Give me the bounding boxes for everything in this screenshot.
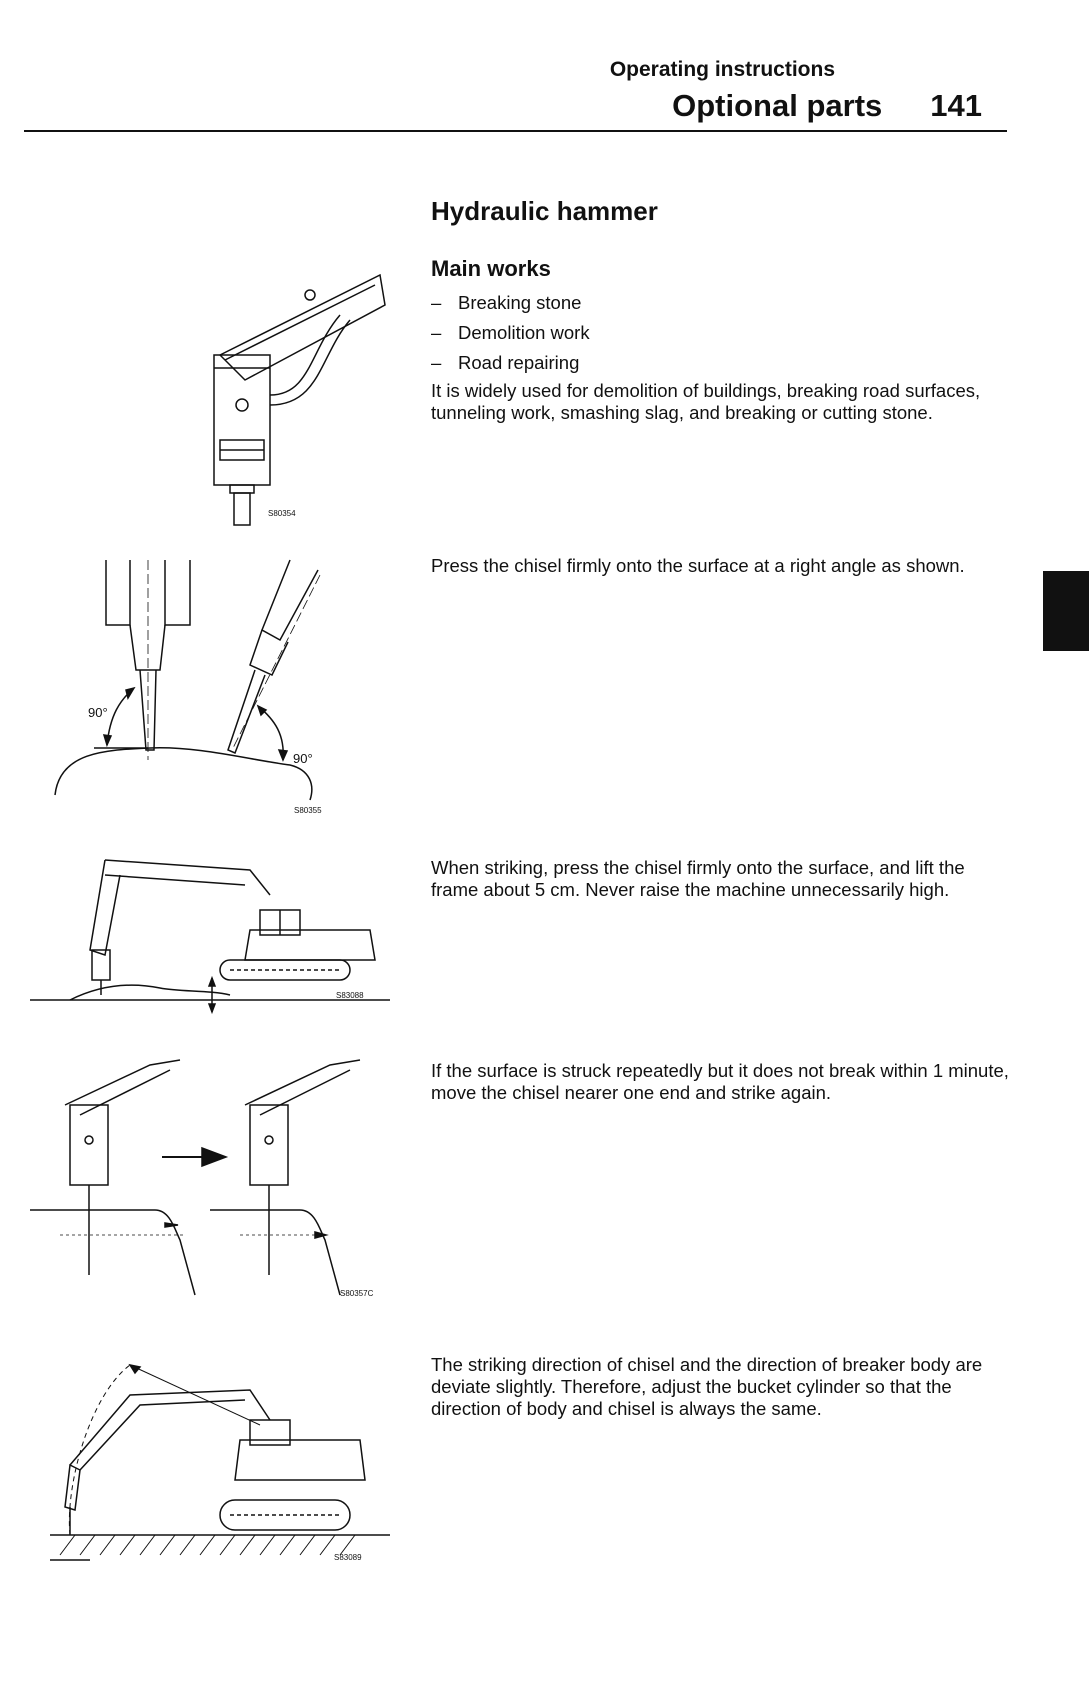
direction-instruction: The striking direction of chisel and the direction of breaker body are deviate slightly. Therefore, adjust the bucket cylinder so that the direction of body and chisel is always the same. — [431, 1354, 983, 1419]
move-chisel-figure — [30, 1040, 400, 1300]
angle-label: 90° — [88, 705, 108, 720]
list-item: – Demolition work — [431, 318, 1011, 348]
subheading-main-works: Main works — [431, 256, 551, 281]
thumb-index-tab — [1043, 571, 1089, 651]
list-item: – Road repairing — [431, 348, 1011, 378]
figure-code: S80357C — [340, 1289, 374, 1298]
page-title: Optional parts — [672, 88, 883, 123]
figure-code: S83089 — [334, 1553, 362, 1562]
hammer-figure — [200, 255, 420, 525]
page-number: 141 — [930, 88, 982, 123]
figure-code: S80355 — [294, 806, 322, 815]
excavator-striking-figure — [30, 850, 400, 1020]
move-instruction: If the surface is struck repeatedly but it does not break within 1 minute, move the chisel nearer one end and strike again. — [431, 1060, 1009, 1103]
direction-alignment-figure — [30, 1335, 400, 1565]
usage-paragraph: It is widely used for demolition of buildings, breaking road surfaces, tunneling work, smashing slag, and breaking or cutting stone. — [431, 380, 981, 423]
figure-code: S83088 — [336, 991, 364, 1000]
works-list — [431, 288, 1011, 378]
strike-instruction: When striking, press the chisel firmly onto the surface, and lift the frame about 5 cm. Never raise the machine unnecessarily high. — [431, 857, 965, 900]
angle-label: 90° — [293, 751, 313, 766]
page-title-row — [672, 88, 982, 124]
section-label: Operating instructions — [609, 58, 835, 81]
list-item: – Breaking stone — [431, 288, 1011, 318]
figure-code: S80354 — [268, 509, 296, 518]
section-heading: Hydraulic hammer — [431, 196, 658, 226]
right-angle-figure — [50, 560, 400, 820]
press-instruction: Press the chisel firmly onto the surface at a right angle as shown. — [431, 555, 965, 576]
header-rule — [24, 130, 1007, 132]
